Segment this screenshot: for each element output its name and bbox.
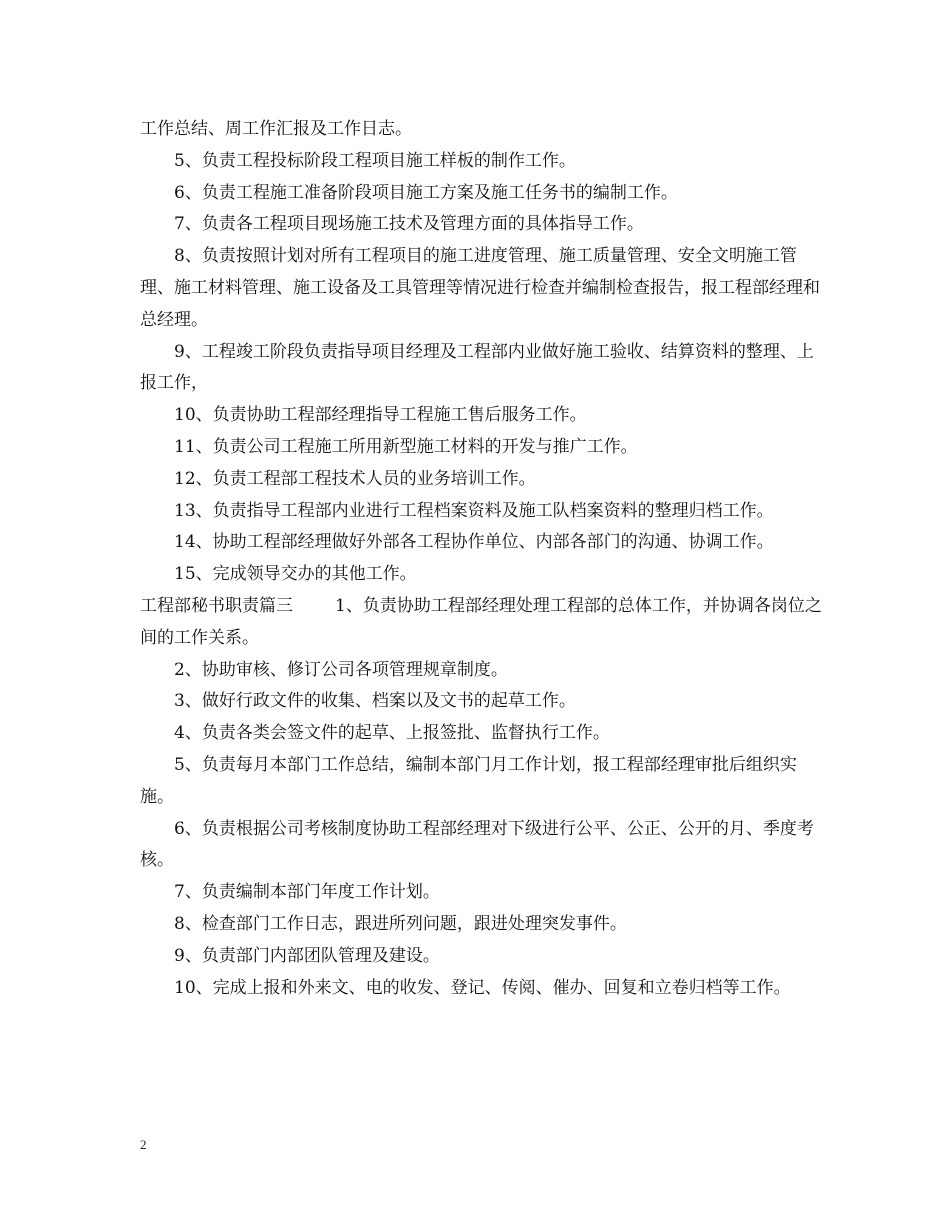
paragraph: 13、负责指导工程部内业进行工程档案资料及施工队档案资料的整理归档工作。 [174,500,774,521]
paragraph: 2、协助审核、修订公司各项管理规章制度。 [174,659,508,680]
paragraph: 5、负责工程投标阶段工程项目施工样板的制作工作。 [174,150,576,171]
document-body [140,114,830,1004]
page-number: 2 [140,1137,147,1152]
paragraph: 15、完成领导交办的其他工作。 [174,564,417,585]
paragraph: 11、负责公司工程施工所用新型施工材料的开发与推广工作。 [174,436,638,457]
paragraph: 10、完成上报和外来文、电的收发、登记、传阅、催办、回复和立卷归档等工作。 [174,977,791,998]
paragraph: 9、工程竣工阶段负责指导项目经理及工程部内业做好施工验收、结算资料的整理、上报工作， [140,341,814,394]
paragraph: 5、负责每月本部门工作总结，编制本部门月工作计划，报工程部经理审批后组织实施。 [140,754,797,807]
paragraph: 3、做好行政文件的收集、档案以及文书的起草工作。 [174,691,576,712]
section-first-item: 1、负责协助工程部经理处理工程部的总体工作，并协调各岗位之间的工作关系。 [140,595,822,648]
paragraph: 4、负责各类会签文件的起草、上报签批、监督执行工作。 [174,723,610,744]
paragraph: 6、负责根据公司考核制度协助工程部经理对下级进行公平、公正、公开的月、季度考核。 [140,818,814,871]
paragraph: 6、负责工程施工准备阶段项目施工方案及施工任务书的编制工作。 [174,182,678,203]
paragraph: 9、负责部门内部团队管理及建设。 [174,945,440,966]
paragraph: 8、检查部门工作日志，跟进所列问题，跟进处理突发事件。 [174,913,627,934]
paragraph: 12、负责工程部工程技术人员的业务培训工作。 [174,468,536,489]
paragraph: 7、负责各工程项目现场施工技术及管理方面的具体指导工作。 [174,214,644,235]
paragraph: 14、协助工程部经理做好外部各工程协作单位、内部各部门的沟通、协调工作。 [174,532,774,553]
paragraph: 7、负责编制本部门年度工作计划。 [174,882,440,903]
section-heading: 工程部秘书职责篇三 [140,595,293,616]
paragraph: 8、负责按照计划对所有工程项目的施工进度管理、施工质量管理、安全文明施工管理、施工材料管理、施工设备及工具管理等情况进行检查并编制检查报告，报工程部经理和总经理。 [140,246,820,330]
paragraph: 工作总结、周工作汇报及工作日志。 [140,119,412,139]
paragraph: 10、负责协助工程部经理指导工程施工售后服务工作。 [174,405,587,426]
section-paragraph [140,591,830,655]
